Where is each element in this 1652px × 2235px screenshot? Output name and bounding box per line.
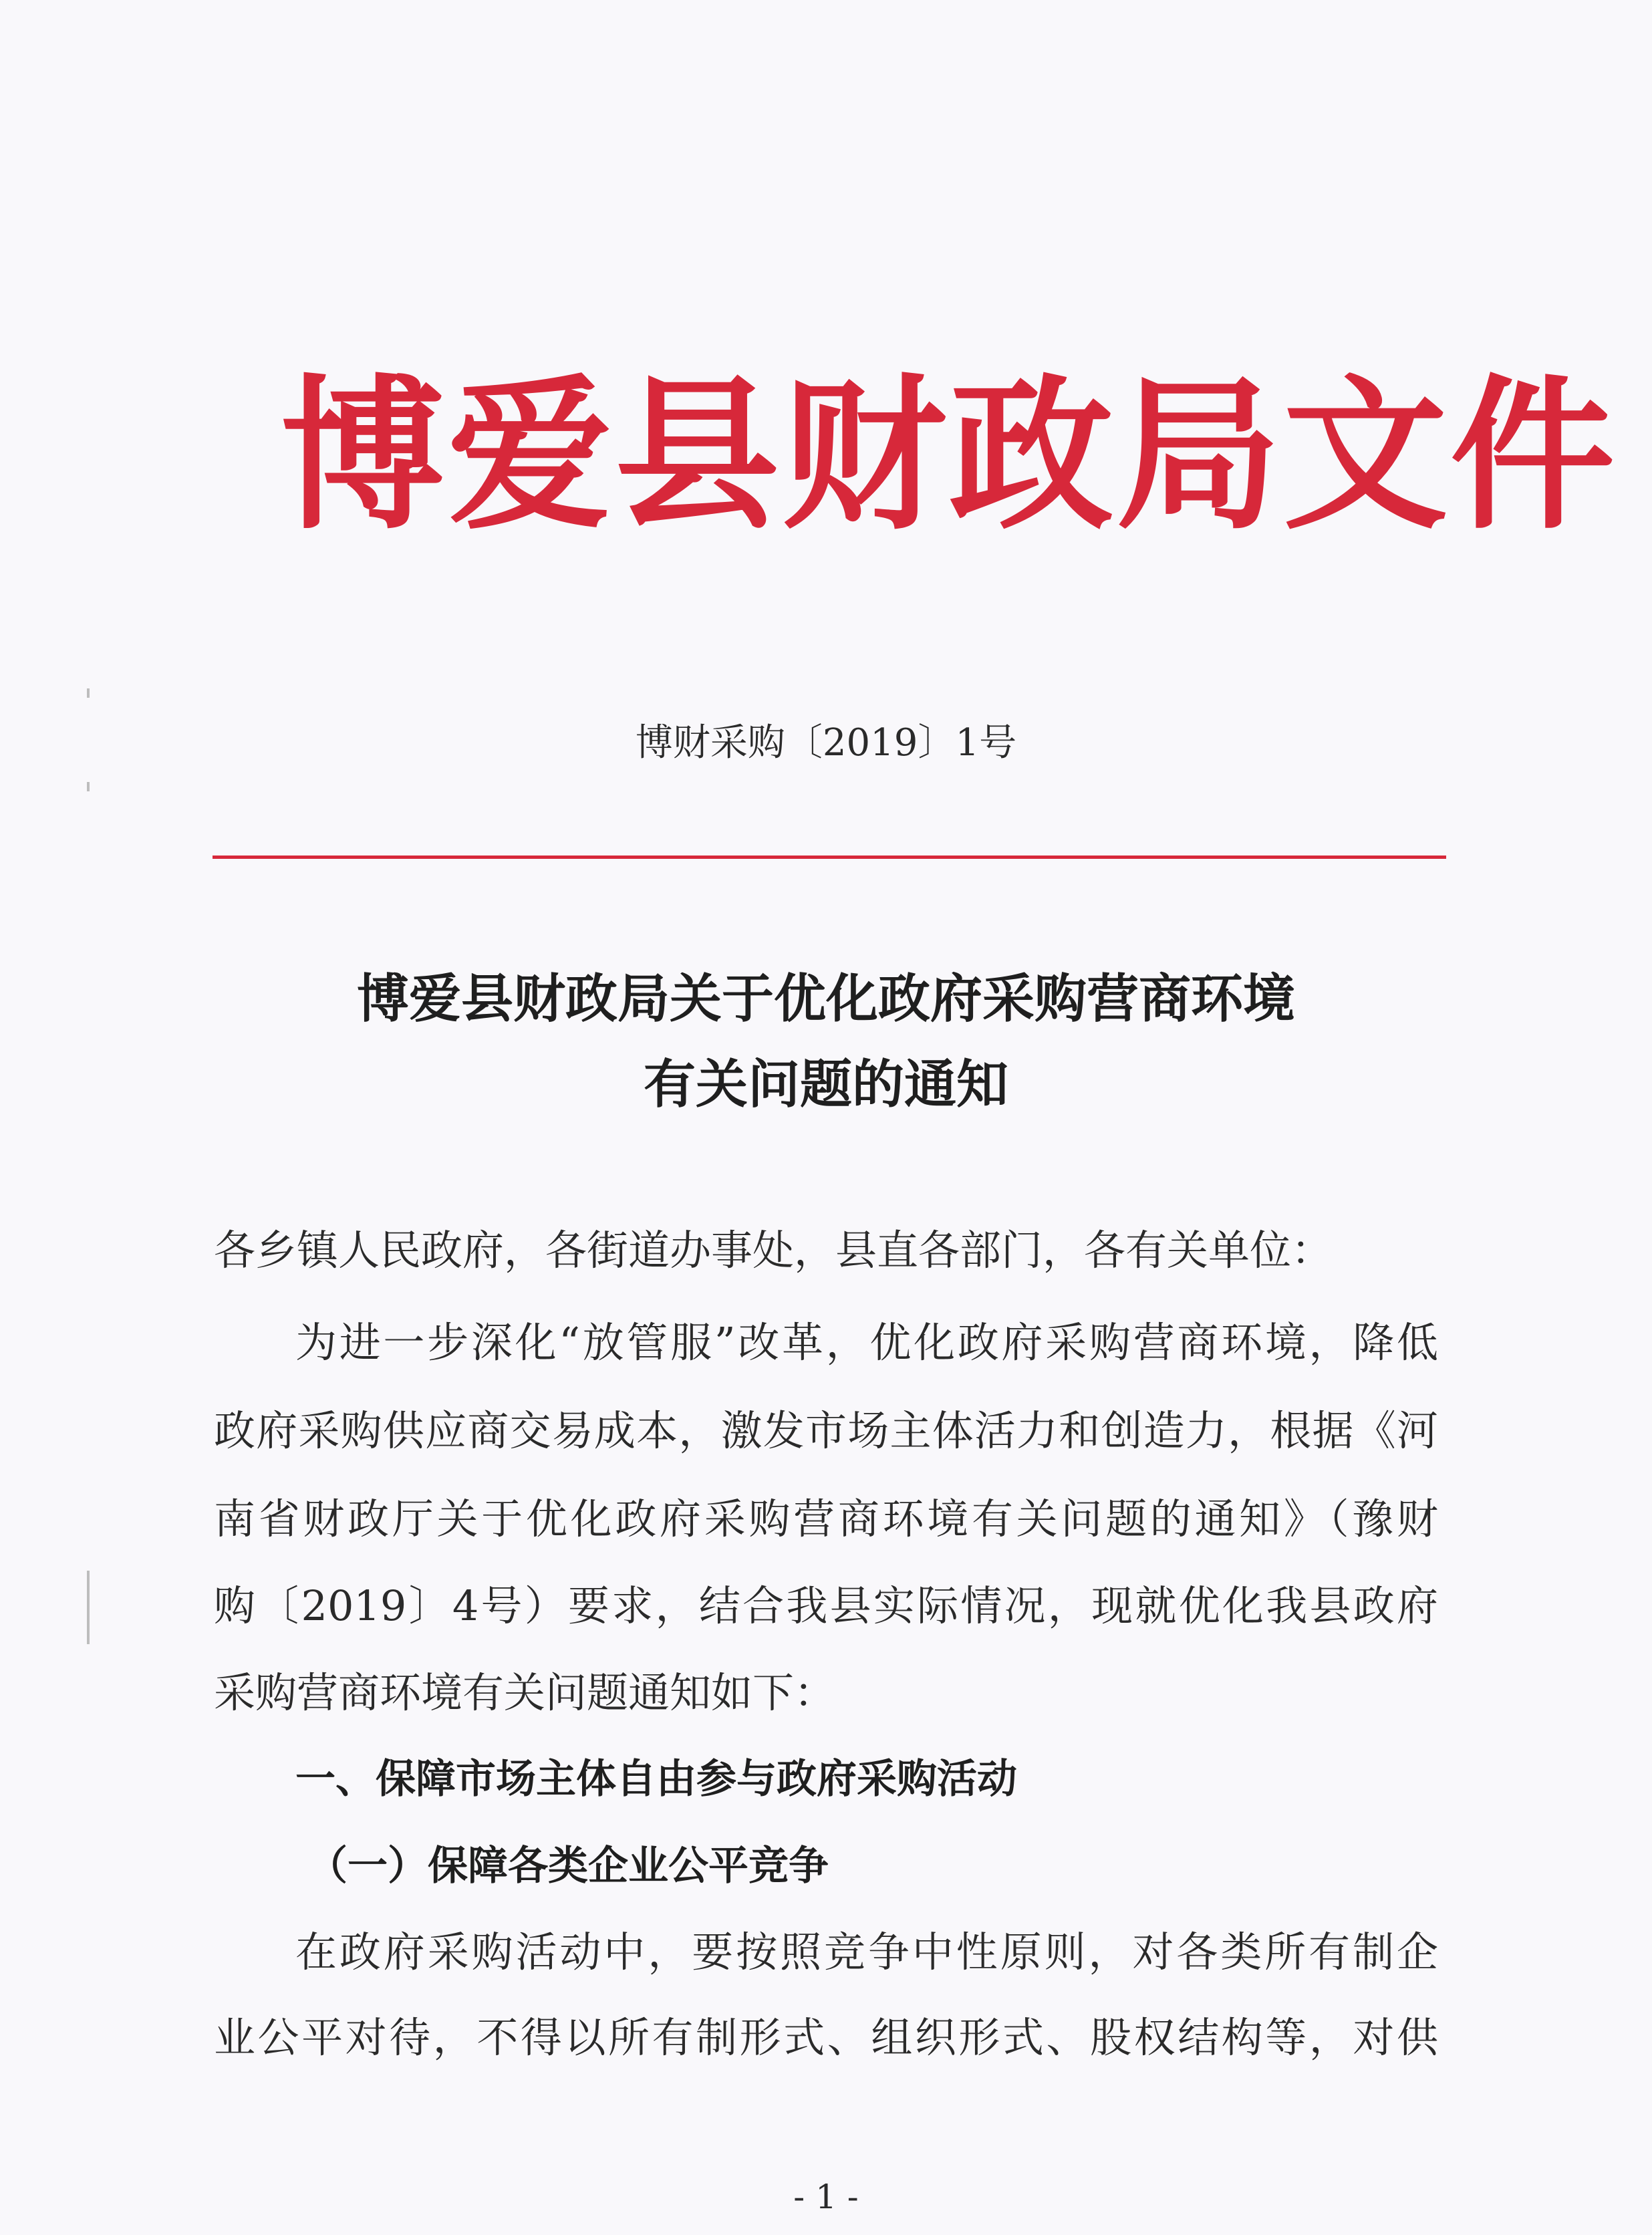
addressee-line: 各乡镇人民政府，各街道办事处，县直各部门，各有关单位： [214, 1226, 1333, 1275]
paragraph-1-line: 政府采购供应商交易成本，激发市场主体活力和创造力，根据《河 [214, 1406, 1438, 1455]
binding-staple-mark [87, 1571, 90, 1644]
subsection-1-heading: （一）保障各类企业公平竞争 [307, 1843, 829, 1889]
paragraph-1-line: 购〔2019〕4号）要求，结合我县实际情况，现就优化我县政府 [214, 1581, 1438, 1630]
section-1-heading: 一、保障市场主体自由参与政府采购活动 [295, 1756, 1017, 1803]
paragraph-2-line: 业公平对待，不得以所有制形式、组织形式、股权结构等，对供 [214, 2013, 1438, 2062]
notice-title-line-2: 有关问题的通知 [643, 1055, 1008, 1115]
document-header-title: 博爱县财政局文件 [281, 361, 1618, 552]
paragraph-1-line: 为进一步深化“放管服”改革，优化政府采购营商环境，降低 [295, 1318, 1438, 1367]
paragraph-1-line: 采购营商环境有关问题通知如下： [214, 1668, 836, 1717]
binding-hole-mark [87, 782, 90, 791]
binding-hole-mark [87, 688, 90, 698]
document-number: 博财采购〔2019〕1号 [635, 721, 1017, 765]
page-number: - 1 - [793, 2178, 859, 2216]
paragraph-1-line: 南省财政厅关于优化政府采购营商环境有关问题的通知》（豫财 [214, 1494, 1438, 1543]
red-separator-line [213, 856, 1446, 859]
notice-title-line-1: 博爱县财政局关于优化政府采购营商环境 [356, 969, 1295, 1029]
paragraph-2-line: 在政府采购活动中，要按照竞争中性原则，对各类所有制企 [295, 1928, 1438, 1976]
